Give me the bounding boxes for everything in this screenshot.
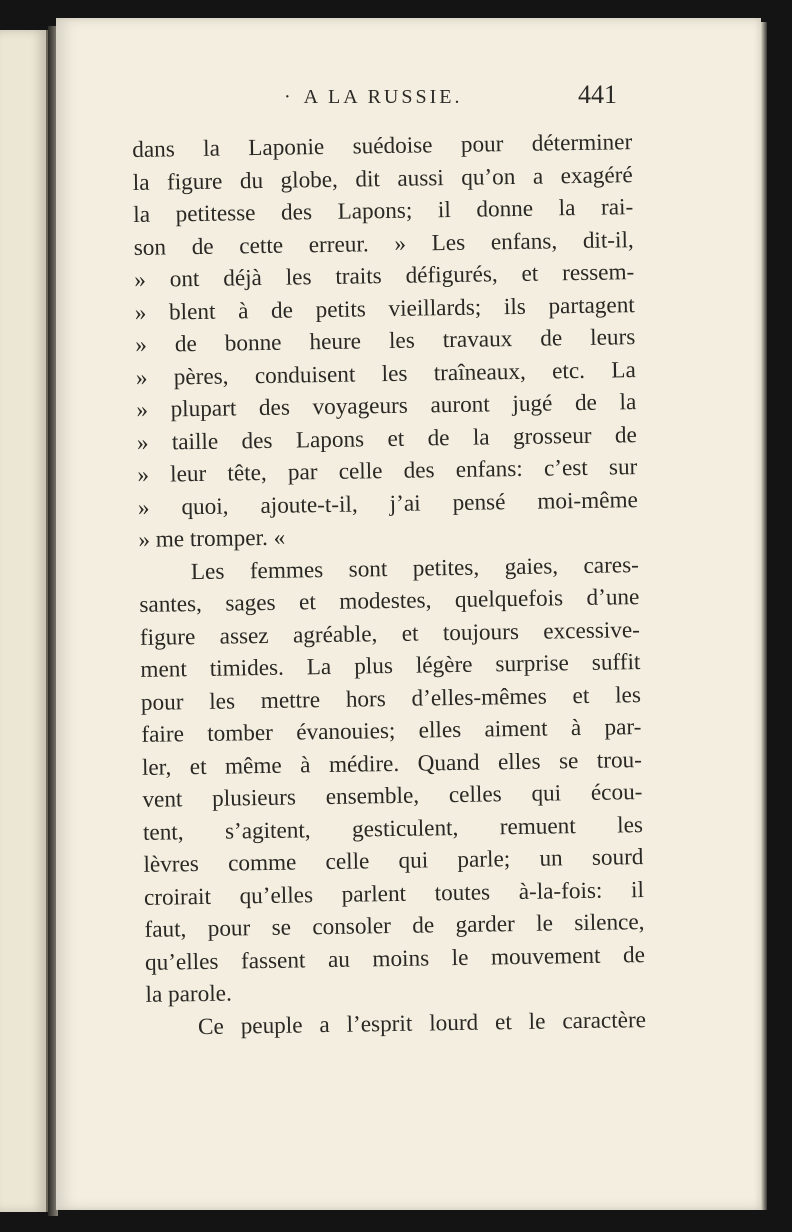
running-head-title: A LA RUSSIE.: [303, 86, 463, 108]
text-line: » pères, conduisent les traîneaux, etc. La: [135, 356, 636, 391]
text-line: » leur tête, par celle des enfans: c’est sur: [137, 454, 638, 488]
text-line-end-quote: » me tromper. «: [138, 524, 286, 553]
text-line: » ont déjà les traits défigurés, et ressem-: [134, 259, 635, 293]
text-line: » blent à de petits vieillards; ils partagent: [134, 291, 635, 326]
text-line: pour les mettre hors d’elles-mêmes et les: [140, 681, 642, 716]
paragraph-start-line: Ce peuple a l’esprit lourd et le caractère: [197, 1006, 647, 1040]
paragraph-end-line: la parole.: [145, 980, 232, 1008]
text-line: santes, sages et modestes, quelquefois d’une: [139, 584, 640, 618]
text-line: » de bonne heure les travaux de leurs: [135, 324, 636, 358]
text-line: son de cette erreur. » Les enfans, dit-il,: [133, 226, 634, 261]
running-head: [284, 86, 462, 109]
text-line: qu’elles fassent au moins le mouvement de: [144, 941, 646, 976]
page-edge-shadow: [761, 22, 767, 1210]
text-line: lèvres comme celle qui parle; un sourd: [143, 844, 644, 878]
text-line: croirait qu’elles parlent toutes à-la-fois: il: [143, 876, 645, 911]
text-line: faire tomber évanouies; elles aiment à par-: [141, 714, 642, 748]
text-line: dans la Laponie suédoise pour déterminer: [132, 129, 633, 163]
paragraph-start-line: Les femmes sont petites, gaies, cares-: [190, 551, 640, 585]
text-line: ment timides. La plus légère surprise suffit: [140, 649, 641, 683]
text-line: vent plusieurs ensemble, celles qui écou-: [142, 779, 643, 813]
text-line: » taille des Lapons et de la grosseur de: [136, 421, 637, 456]
text-line: faut, pour se consoler de garder le silence,: [144, 909, 645, 943]
body-text: [132, 126, 646, 1044]
text-line: la petitesse des Lapons; il donne la rai-: [133, 194, 634, 228]
left-page-edge: [0, 30, 48, 1212]
text-line: » quoi, ajoute-t-il, j’ai pensé moi-même: [137, 486, 639, 521]
text-line: figure assez agréable, et toujours excessive-: [139, 616, 641, 651]
text-line: ler, et même à médire. Quand elles se trou-: [141, 746, 643, 781]
ornament-dot: ·: [284, 86, 294, 108]
page-number: 441: [578, 80, 617, 109]
text-line: tent, s’agitent, gesticulent, remuent les: [142, 811, 644, 846]
text-line: » plupart des voyageurs auront jugé de la: [136, 389, 637, 423]
text-line: la figure du globe, dit aussi qu’on a exagéré: [132, 161, 633, 196]
